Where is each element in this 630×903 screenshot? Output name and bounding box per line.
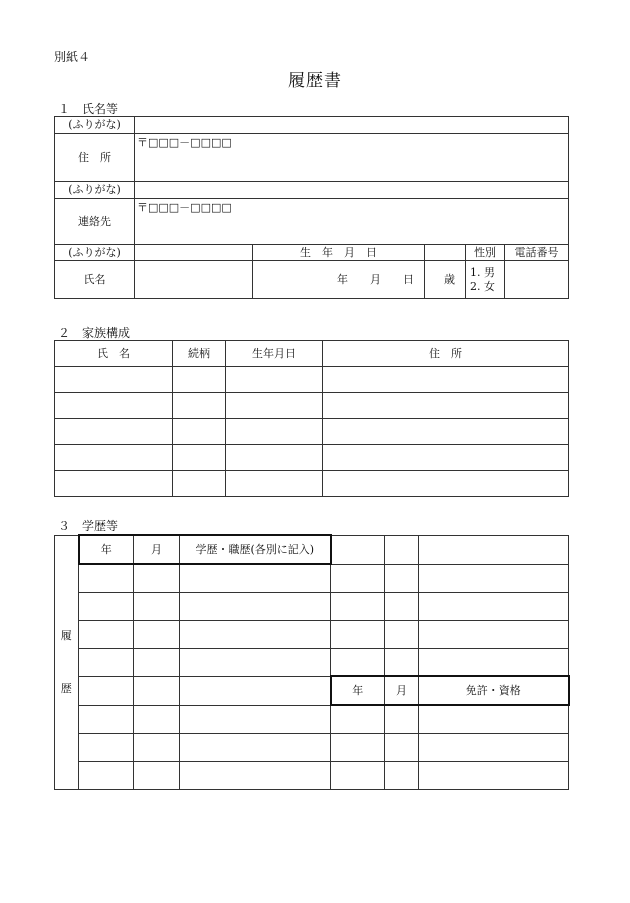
- contact-furigana-field[interactable]: [135, 182, 569, 199]
- phone-field[interactable]: [505, 261, 569, 299]
- table-row: [55, 648, 569, 676]
- table-row: [55, 393, 569, 419]
- section3-heading: ３ 学歴等: [58, 519, 119, 533]
- name-furigana-field[interactable]: [135, 245, 253, 261]
- family-col-name: 氏 名: [55, 341, 173, 367]
- gender-female[interactable]: 2. 女: [470, 279, 495, 293]
- family-table: [54, 340, 569, 497]
- furigana-label: (ふりがな): [55, 245, 135, 261]
- table-row: [55, 564, 569, 592]
- history-col-month: 月: [134, 535, 180, 564]
- age-unit: 歳: [444, 272, 455, 286]
- license-col-year: 年: [331, 676, 385, 705]
- address-label: 住 所: [55, 134, 135, 182]
- phone-header: 電話番号: [505, 245, 569, 261]
- name-field[interactable]: [135, 261, 253, 299]
- history-col-year: 年: [79, 535, 134, 564]
- table-row: [55, 761, 569, 789]
- gender-header: 性別: [466, 245, 505, 261]
- gender-field[interactable]: [466, 261, 505, 299]
- contact-postal-placeholder: 〒□□□－□□□□: [137, 201, 232, 214]
- family-col-address: 住 所: [323, 341, 569, 367]
- dob-value: 年 月 日: [337, 272, 414, 286]
- dob-field[interactable]: [253, 261, 425, 299]
- page-title: 履歴書: [288, 71, 342, 91]
- family-col-relation: 続柄: [173, 341, 226, 367]
- furigana-label: (ふりがな): [55, 117, 135, 134]
- table-row: [55, 419, 569, 445]
- table-row: [55, 592, 569, 620]
- table-row: [55, 620, 569, 648]
- dob-header: 生 年 月 日: [253, 245, 425, 261]
- table-row: [55, 733, 569, 761]
- age-header-cell: [425, 245, 466, 261]
- license-col-month: 月: [385, 676, 419, 705]
- table-row: [55, 705, 569, 733]
- address-furigana-field[interactable]: [135, 117, 569, 134]
- table-row: [55, 367, 569, 393]
- history-side-label: [55, 535, 79, 789]
- family-col-dob: 生年月日: [226, 341, 323, 367]
- furigana-label: (ふりがな): [55, 182, 135, 199]
- history-side-label-1: 履: [60, 628, 72, 642]
- personal-info-table: [54, 116, 569, 299]
- table-row: [55, 471, 569, 497]
- name-label: 氏名: [55, 261, 135, 299]
- contact-label: 連絡先: [55, 199, 135, 245]
- section2-heading: ２ 家族構成: [58, 326, 131, 340]
- history-col-desc: 学歴・職歴(各別に記入): [180, 535, 331, 564]
- address-field[interactable]: [135, 134, 569, 182]
- license-col-name: 免許・資格: [419, 676, 569, 705]
- history-side-label-2: 歴: [60, 682, 72, 695]
- contact-field[interactable]: [135, 199, 569, 245]
- address-postal-placeholder: 〒□□□－□□□□: [137, 136, 232, 149]
- history-table: [54, 534, 570, 790]
- annex-label: 別紙４: [54, 50, 91, 64]
- gender-male[interactable]: 1. 男: [470, 266, 495, 280]
- age-field[interactable]: [425, 261, 466, 299]
- table-row: [55, 445, 569, 471]
- section1-heading: １ 氏名等: [58, 102, 119, 116]
